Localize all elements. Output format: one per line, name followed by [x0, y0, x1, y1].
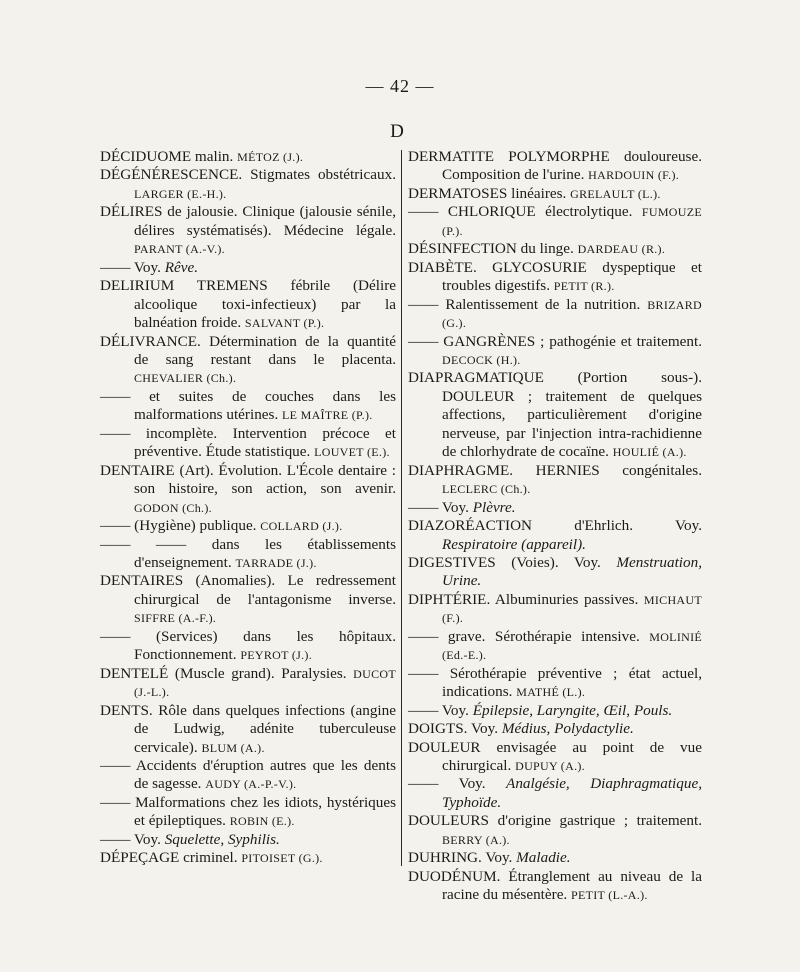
index-entry	[408, 739, 702, 776]
index-entry	[408, 720, 702, 738]
index-entry	[100, 277, 396, 332]
entry-text: criminel.	[179, 849, 242, 867]
entry-author: LE MAÎTRE (P.).	[282, 408, 373, 423]
entry-text: HERNIES congénitales.	[513, 461, 702, 479]
entry-text: Albuminuries passives.	[490, 590, 644, 608]
entry-author: PETIT (L.-A.).	[571, 888, 648, 903]
index-entry	[100, 794, 396, 831]
index-entry	[100, 259, 396, 277]
entry-cross-reference: Menstruation, Urine.	[442, 553, 702, 590]
index-entry	[408, 591, 702, 628]
entry-heading: ——	[408, 332, 444, 350]
entry-author: HOULIÉ (A.).	[612, 445, 687, 460]
index-entry	[408, 665, 702, 702]
entry-text: POLYMORPHE douloureuse. Composition de l'urine.	[442, 148, 702, 184]
entry-cross-reference: Plèvre.	[472, 498, 516, 516]
entry-text: (Portion sous-). DOULEUR ; traitement de quelques affections, particulièrement d'origine nerveuse, par l'injection intra-rachidienne de chlorhydrate de cocaïne.	[442, 369, 702, 461]
index-entry	[100, 462, 396, 517]
entry-cross-reference: Analgésie, Diaphragmatique, Typhoïde.	[442, 775, 702, 811]
entry-heading: DIAZORÉACTION	[408, 517, 533, 535]
entry-text: d'Ehrlich. Voy.	[532, 517, 702, 535]
entry-author: SALVANT (P.).	[244, 316, 325, 331]
index-entry	[100, 572, 396, 627]
entry-text: linéaires.	[507, 184, 571, 202]
index-entry	[408, 812, 702, 849]
entry-heading: —— ——	[100, 535, 212, 553]
entry-author: SIFFRE (A.-F.).	[134, 611, 217, 626]
index-entry	[408, 499, 702, 517]
entry-text: Voy.	[481, 849, 517, 867]
index-entry	[100, 333, 396, 388]
entry-text: Détermination de la quantité de sang restant dans le placenta.	[134, 332, 396, 368]
entry-author: DECOCK (H.).	[442, 352, 521, 367]
index-entry	[100, 831, 396, 849]
entry-heading: DÉSINFECTION	[408, 240, 517, 258]
index-entry	[100, 757, 396, 794]
index-entry	[408, 259, 702, 296]
index-entry	[408, 203, 702, 240]
entry-author: COLLARD (J.).	[260, 519, 343, 534]
entry-heading: DENTELÉ	[100, 664, 169, 682]
entry-cross-reference: Respiratoire (appareil).	[442, 535, 586, 553]
entry-text: Accidents d'éruption autres que les dents de sagesse.	[134, 756, 396, 793]
entry-author: BERRY (A.).	[442, 832, 510, 847]
index-entry	[100, 628, 396, 665]
entry-cross-reference: Squelette, Syphilis.	[164, 830, 280, 848]
entry-heading: DENTS.	[100, 701, 153, 719]
entry-text: (Services) dans les hôpitaux. Fonctionnement.	[134, 627, 396, 664]
index-entry	[408, 628, 702, 665]
entry-text: malin.	[191, 148, 238, 165]
entry-heading: DIGESTIVES	[408, 553, 496, 571]
index-entry	[100, 148, 396, 166]
entry-author: FUMOUZE (P.).	[442, 205, 702, 238]
index-entry	[100, 536, 396, 573]
entry-heading: ——	[408, 664, 450, 682]
index-entry	[100, 702, 396, 757]
entry-heading: DIABÈTE.	[408, 258, 477, 276]
entry-author: DARDEAU (R.).	[577, 242, 666, 257]
entry-cross-reference: Épilepsie, Laryngite, Œil, Pouls.	[472, 701, 673, 719]
entry-heading: —— Voy.	[408, 498, 473, 516]
column-divider	[401, 150, 402, 866]
entry-author: BRIZARD (G.).	[442, 297, 703, 331]
entry-text: GLYCOSURIE dyspeptique et troubles digestifs.	[442, 258, 702, 295]
entry-heading: DOULEUR	[408, 738, 481, 756]
entry-author: LOUVET (E.).	[314, 445, 390, 460]
entry-heading: DÉLIRES	[100, 203, 163, 221]
entry-heading: DERMATOSES	[408, 184, 508, 202]
entry-text: dans les établissements d'enseignement.	[134, 535, 396, 571]
section-letter: D	[390, 121, 404, 142]
entry-author: AUDY (A.-P.-V.).	[205, 777, 297, 792]
entry-text: de jalousie. Clinique (jalousie sénile, délires systématisés). Médecine légale.	[134, 203, 396, 239]
entry-heading: DÉPEÇAGE	[100, 849, 180, 867]
entry-heading: —— Voy.	[408, 701, 473, 719]
entry-author: GODON (Ch.).	[134, 500, 212, 515]
entry-heading: DERMATITE	[408, 148, 495, 165]
entry-author: MOLINIÉ (Ed.-E.).	[442, 629, 703, 663]
index-entry	[408, 185, 702, 203]
entry-author: GRELAULT (L.).	[570, 186, 661, 201]
index-entry	[408, 333, 702, 370]
entry-cross-reference: Rêve.	[164, 258, 198, 276]
entry-text: Malformations chez les idiots, hystériques et épileptiques.	[134, 793, 397, 830]
entry-text: Ralentissement de la nutrition.	[445, 295, 648, 313]
entry-heading: ——	[100, 517, 135, 535]
entry-heading: DIAPHRAGME.	[408, 461, 514, 479]
entry-heading: —— Voy.	[100, 830, 165, 848]
index-entry	[100, 166, 396, 203]
entry-text: (Muscle grand). Paralysies.	[168, 664, 354, 682]
index-entry	[100, 517, 396, 535]
index-entry	[408, 240, 702, 258]
entry-heading: ——	[408, 627, 448, 645]
entry-heading: DUHRING.	[408, 849, 482, 867]
index-entry	[408, 849, 702, 867]
entry-heading: ——	[100, 627, 156, 645]
page-number: — 42 —	[365, 76, 435, 96]
entry-text: CHLORIQUE électrolytique.	[447, 203, 642, 221]
entry-cross-reference: Maladie.	[516, 849, 571, 867]
entry-author: ROBIN (E.).	[229, 814, 295, 829]
entry-author: LECLERC (Ch.).	[442, 482, 531, 497]
entry-author: BLUM (A.).	[201, 740, 265, 755]
entry-heading: DELIRIUM	[100, 277, 175, 295]
entry-heading: DÉCIDUOME	[100, 148, 192, 165]
entry-text: (Art). Évolution. L'École dentaire : son histoire, son action, son avenir.	[134, 461, 396, 498]
index-column-left	[100, 148, 396, 868]
index-entry	[408, 517, 702, 554]
entry-text: Étranglement au niveau de la racine du mésentère.	[442, 867, 702, 904]
entry-text: incomplète. Intervention précoce et préventive. Étude statistique.	[134, 424, 397, 461]
entry-heading: ——	[100, 424, 146, 442]
index-entry	[408, 775, 702, 812]
entry-author: PEYROT (J.).	[240, 648, 313, 663]
index-entry	[408, 462, 702, 499]
entry-author: DUPUY (A.).	[515, 758, 585, 773]
entry-heading: DENTAIRE	[100, 461, 175, 479]
entry-text: d'origine gastrique ; traitement.	[489, 812, 702, 830]
entry-text: (Hygiène) publique.	[134, 517, 261, 535]
index-entry	[408, 369, 702, 461]
entry-author: PETIT (R.).	[553, 279, 615, 294]
index-entry	[408, 148, 702, 185]
entry-text: Stigmates obstétricaux.	[242, 166, 396, 184]
index-entry	[100, 388, 396, 425]
entry-text: grave. Sérothérapie intensive.	[447, 627, 650, 645]
index-entry	[100, 849, 396, 867]
entry-text: envisagée au point de vue chirurgical.	[442, 738, 702, 774]
entry-author: DUCOT (J.-L.).	[134, 666, 396, 700]
entry-author: CHEVALIER (Ch.).	[134, 371, 237, 386]
entry-text: et suites de couches dans les malformations utérines.	[134, 387, 397, 424]
index-entry	[408, 868, 702, 905]
entry-author: TARRADE (J.).	[235, 555, 317, 570]
entry-text: GANGRÈNES ; pathogénie et traitement.	[443, 332, 703, 350]
entry-text: du linge.	[516, 240, 578, 258]
entry-cross-reference: Médius, Polydactylie.	[501, 720, 634, 738]
entry-author: PARANT (A.-V.).	[134, 242, 225, 257]
entry-heading: —— Voy.	[408, 775, 507, 793]
entry-text: Voy.	[467, 720, 502, 738]
entry-heading: ——	[408, 295, 446, 313]
entry-author: MATHÉ (L.).	[516, 685, 586, 700]
index-entry	[100, 665, 396, 702]
entry-heading: DÉLIVRANCE.	[100, 332, 201, 350]
entry-heading: ——	[100, 756, 136, 774]
entry-heading: DIPHTÉRIE.	[408, 590, 491, 608]
entry-heading: DENTAIRES	[100, 572, 184, 590]
entry-text: Sérothérapie préventive ; état actuel, indications.	[442, 664, 702, 701]
entry-author: PITOISET (G.).	[241, 851, 323, 866]
index-entry	[408, 554, 702, 591]
entry-text: Rôle dans quelques infections (angine de Ludwig, adénite tuberculeuse cervicale).	[134, 701, 396, 756]
entry-text: (Anomalies). Le redressement chirurgical de l'antagonisme inverse.	[134, 572, 396, 608]
entry-heading: DOIGTS.	[408, 720, 468, 738]
entry-heading: ——	[100, 387, 150, 405]
index-entry	[100, 203, 396, 258]
entry-heading: DOULEURS	[408, 812, 490, 830]
entry-author: HARDOUIN (F.).	[588, 168, 680, 183]
entry-heading: DIAPRAGMATIQUE	[408, 369, 544, 387]
entry-text: TREMENS fébrile (Délire alcoolique toxi-infectieux) par la balnéation froide.	[134, 277, 396, 332]
index-entry	[408, 702, 702, 720]
index-column-right	[408, 148, 702, 905]
entry-heading: DÉGÉNÉRESCENCE.	[100, 166, 243, 184]
entry-author: MICHAUT (F.).	[442, 592, 702, 626]
entry-heading: ——	[408, 203, 448, 221]
index-entry	[408, 296, 702, 333]
entry-author: LARGER (E.-H.).	[134, 186, 227, 201]
entry-text: (Voies). Voy.	[495, 553, 617, 571]
entry-heading: DUODÉNUM.	[408, 867, 501, 885]
index-entry	[100, 425, 396, 462]
entry-author: MÉTOZ (J.).	[237, 150, 304, 164]
entry-heading: —— Voy.	[100, 258, 165, 276]
entry-heading: ——	[100, 793, 136, 811]
